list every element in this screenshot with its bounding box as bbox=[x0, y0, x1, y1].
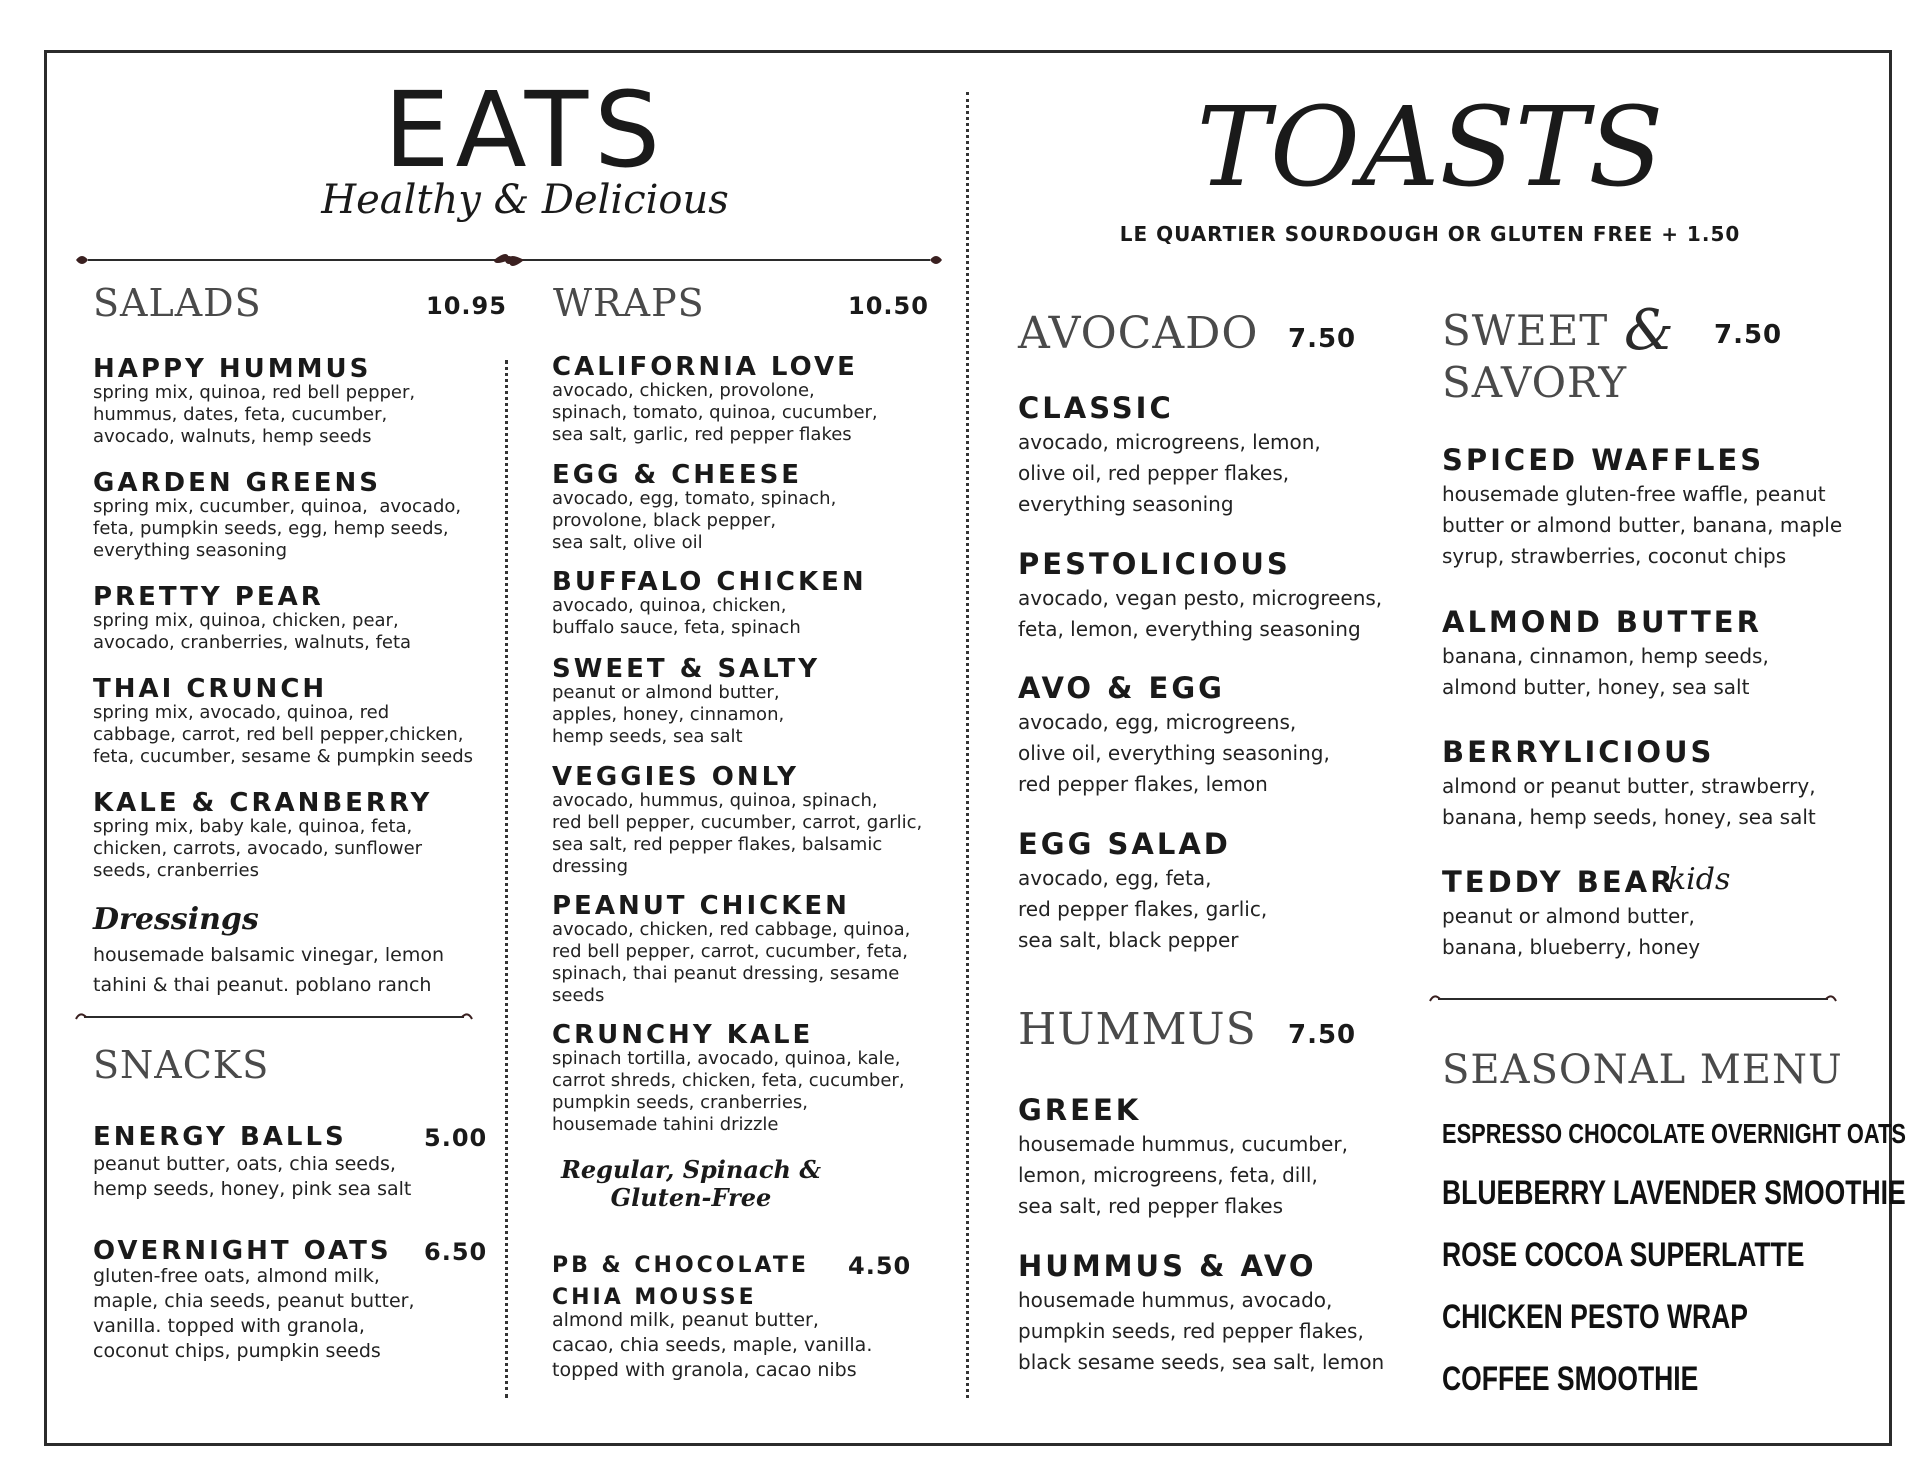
salad-name: HAPPY HUMMUS bbox=[93, 354, 372, 384]
seasonal-item: ESPRESSO CHOCOLATE OVERNIGHT OATS bbox=[1442, 1118, 1906, 1149]
salad-desc: spring mix, quinoa, red bell pepper, hummus, dates, feta, cucumber, avocado, walnuts, hemp seeds bbox=[93, 382, 416, 447]
sweet-toast-name: SPICED WAFFLES bbox=[1442, 443, 1765, 477]
seasonal-item: ROSE COCOA SUPERLATTE bbox=[1442, 1236, 1805, 1274]
sweet-toast-desc: peanut or almond butter, banana, blueberry, honey bbox=[1442, 904, 1701, 959]
wrap-desc: peanut or almond butter, apples, honey, cinnamon, hemp seeds, sea salt bbox=[552, 682, 785, 747]
mousse-name: PB & CHOCOLATE CHIA MOUSSE bbox=[552, 1253, 809, 1310]
sweet-savory-ampersand: & bbox=[1624, 298, 1674, 363]
wrap-desc: avocado, hummus, quinoa, spinach, red bell pepper, cucumber, carrot, garlic, sea salt, red pepper flakes, balsamic dressing bbox=[552, 790, 923, 877]
eats-title: EATS bbox=[383, 69, 667, 191]
dressings-title: Dressings bbox=[93, 902, 259, 937]
salad-desc: spring mix, avocado, quinoa, red cabbage, carrot, red bell pepper,chicken, feta, cucumber, sesame & pumpkin seeds bbox=[93, 702, 474, 767]
mousse-desc: almond milk, peanut butter, cacao, chia seeds, maple, vanilla. topped with granola, cacao nibs bbox=[552, 1309, 873, 1381]
wrap-name: PEANUT CHICKEN bbox=[552, 891, 850, 921]
wrap-desc: avocado, quinoa, chicken, buffalo sauce, feta, spinach bbox=[552, 595, 801, 638]
divider-eats bbox=[505, 360, 508, 1398]
wraps-price: 10.50 bbox=[848, 292, 929, 320]
avocado-title: AVOCADO bbox=[1018, 308, 1259, 359]
salad-name: KALE & CRANBERRY bbox=[93, 788, 433, 818]
wrap-desc: avocado, chicken, provolone, spinach, tomato, quinoa, cucumber, sea salt, garlic, red pepper flakes bbox=[552, 380, 878, 445]
wrap-name: SWEET & SALTY bbox=[552, 654, 821, 684]
sweet-toast-name: BERRYLICIOUS bbox=[1442, 735, 1715, 769]
wrap-desc: avocado, egg, tomato, spinach, provolone, black pepper, sea salt, olive oil bbox=[552, 488, 837, 553]
avocado-toast-name: CLASSIC bbox=[1018, 391, 1174, 425]
hummus-title: HUMMUS bbox=[1018, 1004, 1257, 1055]
salad-name: PRETTY PEAR bbox=[93, 582, 324, 612]
wrap-name: BUFFALO CHICKEN bbox=[552, 567, 867, 597]
eats-subtitle: Healthy & Delicious bbox=[321, 177, 729, 223]
sweet-savory-title-b: SAVORY bbox=[1442, 358, 1628, 407]
avocado-toast-desc: avocado, egg, microgreens, olive oil, everything seasoning, red pepper flakes, lemon bbox=[1018, 710, 1330, 796]
toasts-subtitle: LE QUARTIER SOURDOUGH OR GLUTEN FREE + 1.50 bbox=[1119, 222, 1741, 246]
sweet-toast-name: TEDDY BEAR bbox=[1442, 865, 1676, 899]
sweet-savory-ornament-line bbox=[1428, 992, 1838, 1006]
hummus-toast-desc: housemade hummus, cucumber, lemon, microgreens, feta, dill, sea salt, red pepper flakes bbox=[1018, 1132, 1348, 1218]
salad-name: GARDEN GREENS bbox=[93, 468, 382, 498]
snack-price: 5.00 bbox=[424, 1124, 488, 1152]
eats-ornament-line bbox=[74, 248, 944, 272]
seasonal-title: SEASONAL MENU bbox=[1442, 1047, 1843, 1093]
hummus-toast-desc: housemade hummus, avocado, pumpkin seeds, red pepper flakes, black sesame seeds, sea salt, lemon bbox=[1018, 1288, 1385, 1374]
sweet-toast-desc: banana, cinnamon, hemp seeds, almond butter, honey, sea salt bbox=[1442, 644, 1769, 699]
salads-price: 10.95 bbox=[426, 292, 507, 320]
toasts-title: TOASTS bbox=[1196, 83, 1664, 211]
seasonal-item: BLUEBERRY LAVENDER SMOOTHIE bbox=[1442, 1174, 1906, 1212]
seasonal-item: COFFEE SMOOTHIE bbox=[1442, 1360, 1699, 1398]
sweet-toast-desc: housemade gluten-free waffle, peanut butter or almond butter, banana, maple syrup, strawberries, coconut chips bbox=[1442, 482, 1843, 568]
salads-title: SALADS bbox=[93, 281, 262, 325]
avocado-toast-desc: avocado, microgreens, lemon, olive oil, red pepper flakes, everything seasoning bbox=[1018, 430, 1321, 516]
avocado-toast-name: AVO & EGG bbox=[1018, 671, 1225, 705]
avocado-price: 7.50 bbox=[1288, 324, 1357, 354]
wrap-name: CRUNCHY KALE bbox=[552, 1020, 814, 1050]
wraps-title: WRAPS bbox=[553, 281, 705, 325]
mousse-price: 4.50 bbox=[848, 1252, 912, 1280]
avocado-toast-desc: avocado, egg, feta, red pepper flakes, garlic, sea salt, black pepper bbox=[1018, 866, 1268, 952]
kids-tag: kids bbox=[1668, 862, 1731, 897]
seasonal-item: CHICKEN PESTO WRAP bbox=[1442, 1298, 1748, 1336]
salad-desc: spring mix, cucumber, quinoa, avocado, feta, pumpkin seeds, egg, hemp seeds, everything seasoning bbox=[93, 496, 462, 561]
avocado-toast-name: PESTOLICIOUS bbox=[1018, 547, 1291, 581]
wrap-desc: spinach tortilla, avocado, quinoa, kale, carrot shreds, chicken, feta, cucumber, pumpkin seeds, cranberries, housemade tahini drizzle bbox=[552, 1048, 905, 1135]
wrap-name: CALIFORNIA LOVE bbox=[552, 352, 858, 382]
hummus-price: 7.50 bbox=[1288, 1020, 1357, 1050]
salad-name: THAI CRUNCH bbox=[93, 674, 328, 704]
salads-ornament-line bbox=[74, 1010, 474, 1024]
sweet-savory-price: 7.50 bbox=[1714, 320, 1783, 350]
hummus-toast-name: GREEK bbox=[1018, 1093, 1142, 1127]
wrap-name: VEGGIES ONLY bbox=[552, 762, 799, 792]
avocado-toast-desc: avocado, vegan pesto, microgreens, feta, lemon, everything seasoning bbox=[1018, 586, 1383, 641]
snack-name: ENERGY BALLS bbox=[93, 1122, 347, 1152]
snack-name: OVERNIGHT OATS bbox=[93, 1236, 392, 1266]
wraps-options-note: Regular, Spinach & Gluten-Free bbox=[560, 1155, 822, 1212]
dressings-desc: housemade balsamic vinegar, lemon tahini & thai peanut. poblano ranch bbox=[93, 944, 445, 996]
salad-desc: spring mix, baby kale, quinoa, feta, chicken, carrots, avocado, sunflower seeds, cranberries bbox=[93, 816, 423, 881]
snack-desc: peanut butter, oats, chia seeds, hemp seeds, honey, pink sea salt bbox=[93, 1153, 412, 1200]
avocado-toast-name: EGG SALAD bbox=[1018, 827, 1231, 861]
divider-center bbox=[966, 92, 969, 1398]
snacks-title: SNACKS bbox=[93, 1043, 270, 1087]
sweet-toast-desc: almond or peanut butter, strawberry, banana, hemp seeds, honey, sea salt bbox=[1442, 774, 1816, 829]
wrap-name: EGG & CHEESE bbox=[552, 460, 803, 490]
salad-desc: spring mix, quinoa, chicken, pear, avocado, cranberries, walnuts, feta bbox=[93, 610, 412, 653]
snack-price: 6.50 bbox=[424, 1238, 488, 1266]
snack-desc: gluten-free oats, almond milk, maple, chia seeds, peanut butter, vanilla. topped with granola, coconut chips, pumpkin seeds bbox=[93, 1265, 415, 1362]
hummus-toast-name: HUMMUS & AVO bbox=[1018, 1249, 1317, 1283]
sweet-savory-title-a: SWEET bbox=[1442, 306, 1609, 355]
wrap-desc: avocado, chicken, red cabbage, quinoa, red bell pepper, carrot, cucumber, feta, spinach, thai peanut dressing, sesame seeds bbox=[552, 919, 911, 1006]
sweet-toast-name: ALMOND BUTTER bbox=[1442, 605, 1762, 639]
